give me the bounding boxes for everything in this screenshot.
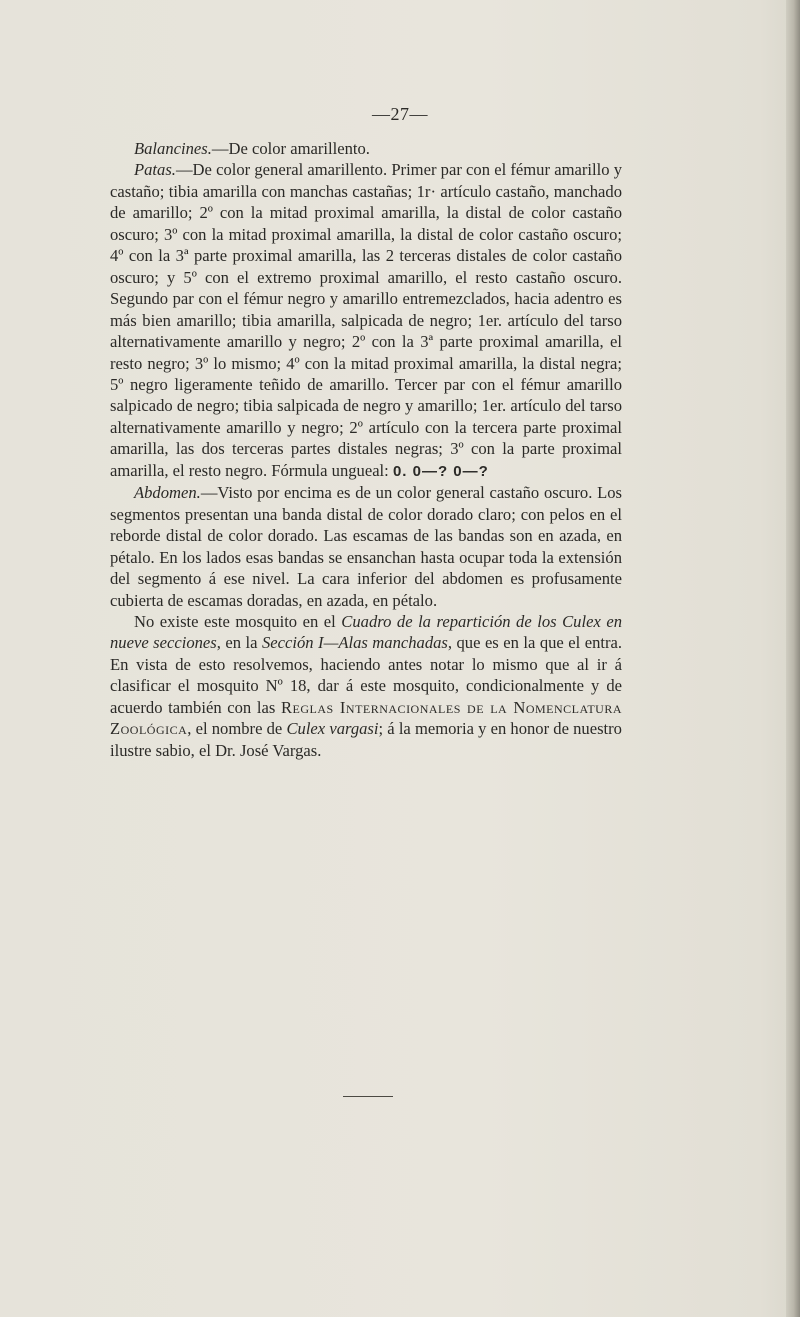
heading-balancines: Balancines. <box>134 139 212 158</box>
patas-text: —De color general amarillento. Primer par con el fémur amarillo y castaño; tibia amarilla con manchas castañas; 1r· artículo castaño, manchado de amarillo; 2º con la mitad proximal amarilla, la distal de color castaño oscuro; 3º con la mitad proximal amarilla, la distal de color castaño oscuro; 4º con la 3ª parte proximal amarilla, las 2 terceras distales de color castaño oscuro; y 5º con el extremo proximal amarillo, el resto castaño oscuro. Segundo par con el fémur negro y amarillo entremezclados, hacia adentro es más bien amarillo; tibia amarilla, salpicada de negro; 1er. artículo del tarso alternativamente amarillo y negro; 2º con la 3ª parte proximal amarilla, el resto negro; 3º lo mismo; 4º con la mitad proximal amarilla, la distal negra; 5º negro ligeramente teñido de amarillo. Tercer par con el fémur amarillo salpicado de negro; tibia salpicada de negro y amarillo; 1er. artículo del tarso alternativamente amarillo y negro; 2º artículo con la tercera parte proximal amarilla, las dos terceras partes distales negras; 3º con la parte proximal amarilla, el resto negro. Fórmula ungueal: <box>110 160 622 480</box>
closing-text-4: , el nombre de <box>187 719 287 739</box>
closing-italic-seccion: Sección I—Alas manchadas <box>261 633 448 653</box>
abdomen-text: —Visto por encima es de un color general castaño oscuro. Los segmentos presentan una banda distal de color dorado claro; con pelos en el reborde distal de color dorado. Las escamas de las bandas son en azada, en pétalo. En los lados esas bandas se ensanchan hasta ocupar toda la extensión del segmento á ese nivel. La cara inferior del abdomen es profusamente cubierta de escamas doradas, en azada, en pétalo. <box>110 483 622 610</box>
closing-italic-cuadro: Cuadro de la repartición de los Culex en nueve secciones <box>110 611 622 653</box>
page-edge-shadow <box>786 0 800 1317</box>
ungual-formula: 0. 0—? 0—? <box>392 462 489 480</box>
closing-text-5: ; á la memoria y en honor de nuestro ilustre sabio, el Dr. José Vargas. <box>110 719 622 760</box>
balancines-text: —De color amarillento. <box>211 139 370 158</box>
paragraph-abdomen <box>110 482 622 611</box>
page-number: —27— <box>372 104 428 124</box>
heading-abdomen: Abdomen. <box>134 483 201 503</box>
closing-text-3: , que es en la que el entra. En vista de esto resolvemos, haciendo antes notar lo mismo que al ir á clasificar el mosquito Nº 18, dar á este mosquito, condicionalmente y de acuerdo también con las <box>110 633 623 717</box>
closing-smallcaps-reglas: Reglas Internacionales de la Nomenclatura Zoológica <box>110 697 622 739</box>
paragraph-balancines <box>110 138 622 159</box>
paragraph-closing <box>110 611 622 761</box>
closing-text-1: No existe este mosquito en el <box>134 611 342 631</box>
end-rule-divider <box>343 1096 393 1097</box>
heading-patas: Patas. <box>134 160 176 180</box>
closing-text-2: , en la <box>216 633 262 653</box>
closing-italic-species: Culex vargasi <box>286 719 379 739</box>
body-text <box>110 138 622 761</box>
paragraph-patas <box>110 159 622 482</box>
